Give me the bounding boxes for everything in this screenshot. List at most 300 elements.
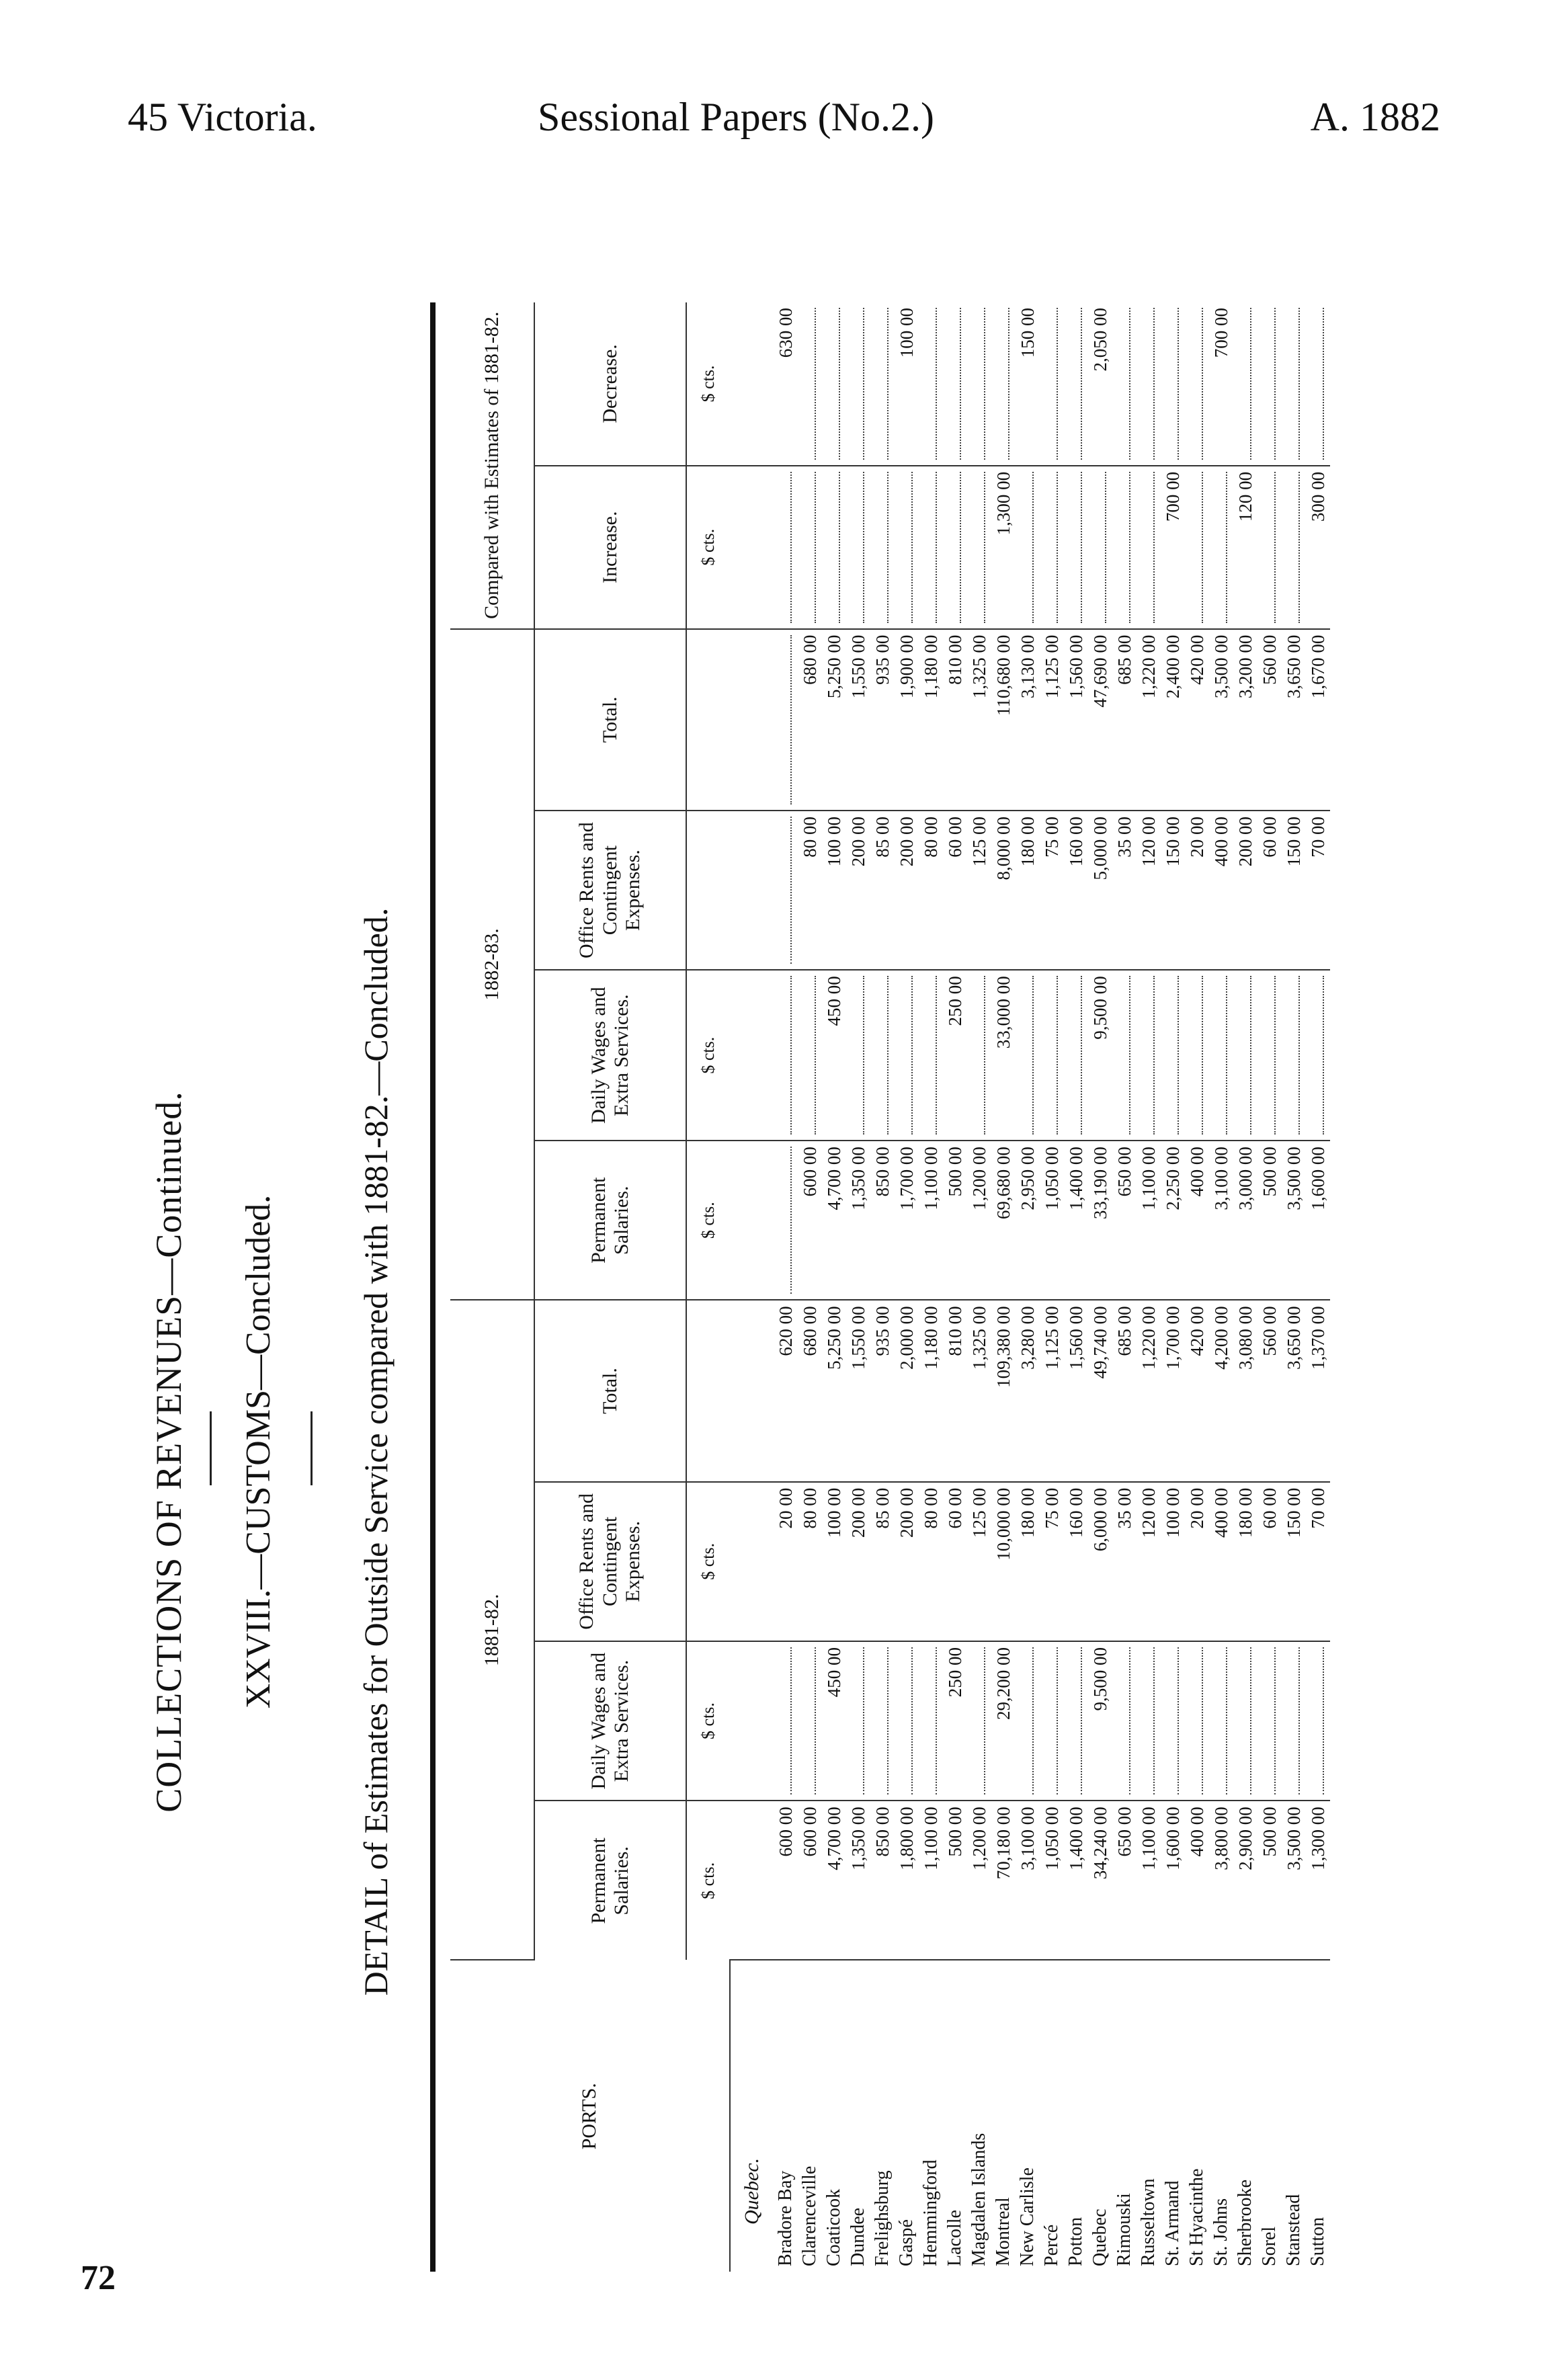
leader-dots [778, 817, 792, 964]
unit-label: $ cts. [686, 1641, 730, 1801]
leader-dots [798, 302, 822, 466]
cell-p81: 3,500 00 [1282, 1801, 1306, 1960]
col-office-81: Office Rents and Contingent Expenses. [534, 1482, 686, 1641]
port-name: Sherbrooke [1235, 2179, 1255, 2266]
leader-dots [1286, 1647, 1300, 1794]
cell-p81: 34,240 00 [1088, 1801, 1112, 1960]
leader-dots [1165, 976, 1179, 1134]
col-increase: Increase. [534, 466, 686, 629]
port-name: Clarenceville [799, 2165, 820, 2266]
cell-o81: 200 00 [895, 1482, 919, 1641]
cell-t81: 685 00 [1112, 1300, 1137, 1481]
cell-t82: 3,650 00 [1282, 629, 1306, 811]
cell-t81: 560 00 [1257, 1300, 1282, 1481]
leader-dots [1262, 472, 1276, 623]
port-name: Hemmingford [920, 2159, 941, 2266]
leader-dots [1165, 308, 1179, 460]
leader-dots [1064, 970, 1088, 1141]
leader-dots [774, 1641, 798, 1801]
leader-dots [967, 1641, 991, 1801]
leader-dots [1257, 466, 1282, 629]
leader-dots [1112, 1641, 1137, 1801]
cell-p82: 2,250 00 [1161, 1141, 1185, 1300]
leader-dots [1165, 1647, 1179, 1794]
cell-t81: 49,740 00 [1088, 1300, 1112, 1481]
table-row [1040, 302, 1064, 2272]
table-row [1016, 302, 1040, 2272]
leader-dots [919, 1641, 943, 1801]
leader-dots [1040, 970, 1064, 1141]
leader-dots [1214, 472, 1227, 623]
leader-dots [1161, 1641, 1185, 1801]
unit-label [686, 811, 730, 970]
col-permanent-81: Permanent Salaries. [534, 1801, 686, 1960]
leader-dots [851, 1647, 864, 1794]
leader-dots [1209, 970, 1233, 1141]
port-name: Lacolle [944, 2210, 965, 2266]
cell-t82: 680 00 [798, 629, 822, 811]
cell-o82: 125 00 [967, 811, 991, 970]
leader-dots [1117, 976, 1130, 1134]
cell-dec: 100 00 [895, 302, 919, 466]
rotated-page-body [134, 262, 1344, 2278]
port-name: Stanstead [1283, 2194, 1304, 2266]
cell-p82: 3,100 00 [1209, 1141, 1233, 1300]
col-daily-82: Daily Wages and Extra Services. [534, 970, 686, 1141]
cell-t82: 1,900 00 [895, 629, 919, 811]
leader-dots [1282, 1641, 1306, 1801]
leader-dots [996, 308, 1009, 460]
cell-p82: 600 00 [798, 1141, 822, 1300]
leader-dots [1262, 976, 1276, 1134]
leader-dots [919, 466, 943, 629]
cell-t81: 1,325 00 [967, 1300, 991, 1481]
cell-p81: 1,600 00 [1161, 1801, 1185, 1960]
leader-dots [1233, 1641, 1257, 1801]
leader-dots [967, 970, 991, 1141]
cell-o81: 200 00 [846, 1482, 870, 1641]
leader-dots [972, 472, 985, 623]
col-total-82: Total. [534, 629, 686, 811]
leader-dots [851, 472, 864, 623]
cell-t82: 47,690 00 [1088, 629, 1112, 811]
leader-dots [1238, 308, 1251, 460]
cell-p81: 70,180 00 [991, 1801, 1016, 1960]
cell-p82: 400 00 [1185, 1141, 1209, 1300]
leader-dots [972, 976, 985, 1134]
cell-t82: 685 00 [1112, 629, 1137, 811]
cell-o82: 75 00 [1040, 811, 1064, 970]
table-row [1088, 302, 1112, 2272]
cell-dec: 150 00 [1016, 302, 1040, 466]
table-row [1257, 302, 1282, 2272]
cell-t82: 2,400 00 [1161, 629, 1185, 811]
leader-dots [1306, 302, 1330, 466]
province-label: Quebec. [741, 2157, 763, 2225]
cell-p81: 600 00 [798, 1801, 822, 1960]
cell-inc: 300 00 [1306, 466, 1330, 629]
leader-dots [1238, 1647, 1251, 1794]
cell-inc: 700 00 [1161, 466, 1185, 629]
leader-dots [948, 472, 961, 623]
leader-dots [1214, 976, 1227, 1134]
group-compared: Compared with Estimates of 1881-82. [450, 302, 534, 629]
cell-p81: 3,800 00 [1209, 1801, 1233, 1960]
leader-dots [1286, 976, 1300, 1134]
page-number: 72 [81, 2259, 116, 2297]
cell-t82: 1,670 00 [1306, 629, 1330, 811]
cell-p81: 1,350 00 [846, 1801, 870, 1960]
cell-p81: 600 00 [774, 1801, 798, 1960]
leader-dots [1185, 1641, 1209, 1801]
port-name: Dundee [848, 2207, 868, 2266]
table-top-rule [430, 302, 436, 2272]
cell-o81: 60 00 [1257, 1482, 1282, 1641]
leader-dots [846, 1641, 870, 1801]
port-name: Frelighsburg [872, 2170, 893, 2266]
cell-o81: 20 00 [1185, 1482, 1209, 1641]
table-row [895, 302, 919, 2272]
cell-d82: 450 00 [822, 970, 846, 1141]
leader-dots [846, 302, 870, 466]
leader-dots [1088, 466, 1112, 629]
table-row [822, 302, 846, 2272]
cell-p82: 1,200 00 [967, 1141, 991, 1300]
cell-dec: 2,050 00 [1088, 302, 1112, 466]
cell-o82: 60 00 [1257, 811, 1282, 970]
leader-dots [802, 976, 816, 1134]
table-row [991, 302, 1016, 2272]
cell-t81: 1,700 00 [1161, 1300, 1185, 1481]
port-name: St. Johns [1210, 2198, 1231, 2266]
leader-dots [1112, 970, 1137, 1141]
leader-dots [798, 970, 822, 1141]
cell-o81: 400 00 [1209, 1482, 1233, 1641]
cell-o81: 150 00 [1282, 1482, 1306, 1641]
leader-dots [923, 308, 937, 460]
cell-p81: 3,100 00 [1016, 1801, 1040, 1960]
leader-dots [1185, 302, 1209, 466]
cell-o82: 70 00 [1306, 811, 1330, 970]
leader-dots [851, 976, 864, 1134]
cell-p81: 1,100 00 [919, 1801, 943, 1960]
cell-o81: 125 00 [967, 1482, 991, 1641]
cell-p82: 500 00 [1257, 1141, 1282, 1300]
leader-dots [1064, 466, 1088, 629]
leader-dots [899, 1647, 913, 1794]
table-row [798, 302, 822, 2272]
leader-dots [923, 472, 937, 623]
leader-dots [1286, 472, 1300, 623]
cell-t82: 1,325 00 [967, 629, 991, 811]
cell-t82: 560 00 [1257, 629, 1282, 811]
cell-o81: 85 00 [870, 1482, 895, 1641]
cell-p82: 1,100 00 [1137, 1141, 1161, 1300]
leader-dots [778, 976, 792, 1134]
leader-dots [899, 472, 913, 623]
cell-p81: 650 00 [1112, 1801, 1137, 1960]
leader-dots [1257, 1641, 1282, 1801]
cell-inc: 1,300 00 [991, 466, 1016, 629]
port-name: Potton [1065, 2217, 1086, 2266]
cell-o82: 120 00 [1137, 811, 1161, 970]
running-header-right: A. 1882 [1310, 95, 1440, 139]
cell-d82: 33,000 00 [991, 970, 1016, 1141]
cell-t81: 3,080 00 [1233, 1300, 1257, 1481]
leader-dots [1020, 472, 1034, 623]
leader-dots [1044, 472, 1058, 623]
cell-t81: 1,220 00 [1137, 1300, 1161, 1481]
cell-o82: 5,000 00 [1088, 811, 1112, 970]
leader-dots [919, 302, 943, 466]
leader-dots [1141, 472, 1155, 623]
leader-dots [972, 1647, 985, 1794]
leader-dots [923, 1647, 937, 1794]
leader-dots [1286, 308, 1300, 460]
cell-p82: 69,680 00 [991, 1141, 1016, 1300]
cell-o82: 35 00 [1112, 811, 1137, 970]
leader-dots [1137, 970, 1161, 1141]
group-1882-83: 1882-83. [450, 629, 534, 1300]
port-name: Sorel [1259, 2226, 1280, 2266]
leader-dots [1311, 1647, 1324, 1794]
port-name: St. Armand [1162, 2180, 1183, 2266]
leader-dots [1112, 466, 1137, 629]
cell-d81: 250 00 [943, 1641, 967, 1801]
leader-dots [778, 472, 792, 623]
leader-dots [778, 635, 792, 804]
leader-dots [774, 970, 798, 1141]
cell-o82: 85 00 [870, 811, 895, 970]
cell-o82: 180 00 [1016, 811, 1040, 970]
cell-o81: 180 00 [1016, 1482, 1040, 1641]
leader-dots [774, 466, 798, 629]
leader-dots [1185, 970, 1209, 1141]
leader-dots [1069, 1647, 1082, 1794]
cell-o81: 120 00 [1137, 1482, 1161, 1641]
leader-dots [1185, 466, 1209, 629]
port-name: New Carlisle [1017, 2167, 1038, 2266]
leader-dots [870, 1641, 895, 1801]
leader-dots [827, 308, 840, 460]
leader-dots [1117, 472, 1130, 623]
leader-dots [1190, 308, 1203, 460]
title-divider [311, 1411, 313, 1485]
cell-o82: 200 00 [895, 811, 919, 970]
running-header-left: 45 Victoria. [128, 95, 317, 139]
cell-t82: 110,680 00 [991, 629, 1016, 811]
leader-dots [1069, 976, 1082, 1134]
leader-dots [827, 472, 840, 623]
unit-label [686, 629, 730, 811]
leader-dots [1093, 472, 1106, 623]
table-row [1185, 302, 1209, 2272]
title-divider [210, 1411, 212, 1485]
port-name: Montreal [993, 2197, 1014, 2266]
cell-t81: 1,180 00 [919, 1300, 943, 1481]
table-row [870, 302, 895, 2272]
cell-t82: 5,250 00 [822, 629, 846, 811]
leader-dots [1137, 1641, 1161, 1801]
table-row [1161, 302, 1185, 2272]
leader-dots [798, 1641, 822, 1801]
leader-dots [822, 302, 846, 466]
leader-dots [923, 976, 937, 1134]
leader-dots [798, 466, 822, 629]
unit-label: $ cts. [686, 970, 730, 1141]
port-name: Percé [1041, 2224, 1062, 2266]
leader-dots [1040, 302, 1064, 466]
leader-dots [1016, 970, 1040, 1141]
leader-dots [1282, 466, 1306, 629]
leader-dots [802, 1647, 816, 1794]
leader-dots [1161, 302, 1185, 466]
cell-p82: 4,700 00 [822, 1141, 846, 1300]
cell-p82: 500 00 [943, 1141, 967, 1300]
group-1881-82: 1881-82. [450, 1300, 534, 1960]
cell-t82: 3,200 00 [1233, 629, 1257, 811]
cell-t82: 810 00 [943, 629, 967, 811]
leader-dots [1262, 308, 1276, 460]
cell-t81: 810 00 [943, 1300, 967, 1481]
leader-dots [1282, 302, 1306, 466]
port-name: Rimouski [1114, 2193, 1134, 2266]
leader-dots [1233, 970, 1257, 1141]
leader-dots [1311, 976, 1324, 1134]
cell-p81: 1,400 00 [1064, 1801, 1088, 1960]
leader-dots [1016, 466, 1040, 629]
unit-label: $ cts. [698, 1862, 718, 1899]
cell-p82: 33,190 00 [1088, 1141, 1112, 1300]
port-name: Russeltown [1138, 2178, 1159, 2266]
leader-dots [774, 1141, 798, 1300]
cell-inc: 120 00 [1233, 466, 1257, 629]
running-header-center: Sessional Papers (No.2.) [538, 95, 934, 139]
cell-p82: 1,050 00 [1040, 1141, 1064, 1300]
cell-o82: 200 00 [1233, 811, 1257, 970]
leader-dots [1112, 302, 1137, 466]
leader-dots [1238, 976, 1251, 1134]
table-row [919, 302, 943, 2272]
cell-p82: 1,400 00 [1064, 1141, 1088, 1300]
leader-dots [1069, 472, 1082, 623]
port-name: Sutton [1307, 2217, 1328, 2266]
leader-dots [1311, 308, 1324, 460]
leader-dots [1069, 308, 1082, 460]
cell-p82: 1,350 00 [846, 1141, 870, 1300]
cell-o82: 150 00 [1161, 811, 1185, 970]
leader-dots [1233, 302, 1257, 466]
leader-dots [1306, 970, 1330, 1141]
col-permanent-82: Permanent Salaries. [534, 1141, 686, 1300]
cell-o82: 160 00 [1064, 811, 1088, 970]
cell-o82: 100 00 [822, 811, 846, 970]
leader-dots [919, 970, 943, 1141]
port-name: Gaspé [896, 2219, 917, 2266]
cell-t81: 1,370 00 [1306, 1300, 1330, 1481]
leader-dots [1190, 1647, 1203, 1794]
cell-p81: 2,900 00 [1233, 1801, 1257, 1960]
port-name: Bradore Bay [775, 2170, 796, 2266]
table-row [943, 302, 967, 2272]
cell-o82: 80 00 [798, 811, 822, 970]
leader-dots [1117, 308, 1130, 460]
leader-dots [875, 1647, 889, 1794]
col-office-82: Office Rents and Contingent Expenses. [534, 811, 686, 970]
leader-dots [967, 302, 991, 466]
port-name: Magdalen Islands [968, 2133, 989, 2266]
cell-o81: 35 00 [1112, 1482, 1137, 1641]
cell-p81: 850 00 [870, 1801, 895, 1960]
leader-dots [1262, 1647, 1276, 1794]
cell-p81: 500 00 [943, 1801, 967, 1960]
col-decrease: Decrease. [534, 302, 686, 466]
leader-dots [1190, 472, 1203, 623]
cell-p82: 1,700 00 [895, 1141, 919, 1300]
cell-p82: 650 00 [1112, 1141, 1137, 1300]
cell-o81: 20 00 [774, 1482, 798, 1641]
cell-t82: 1,180 00 [919, 629, 943, 811]
col-total-81: Total. [534, 1300, 686, 1481]
leader-dots [895, 970, 919, 1141]
leader-dots [1044, 976, 1058, 1134]
port-name: Coaticook [823, 2188, 844, 2266]
leader-dots [991, 302, 1016, 466]
table-row [967, 302, 991, 2272]
cell-t81: 3,650 00 [1282, 1300, 1306, 1481]
leader-dots [778, 1647, 792, 1794]
cell-t82: 1,560 00 [1064, 629, 1088, 811]
cell-o81: 80 00 [919, 1482, 943, 1641]
leader-dots [846, 970, 870, 1141]
unit-label: $ cts. [686, 1482, 730, 1641]
table-row [1209, 302, 1233, 2272]
cell-o81: 100 00 [822, 1482, 846, 1641]
cell-p81: 1,050 00 [1040, 1801, 1064, 1960]
unit-label: $ cts. [686, 302, 730, 466]
table-row [1137, 302, 1161, 2272]
cell-d82: 250 00 [943, 970, 967, 1141]
cell-t81: 680 00 [798, 1300, 822, 1481]
leader-dots [967, 466, 991, 629]
leader-dots [774, 811, 798, 970]
leader-dots [1214, 1647, 1227, 1794]
cell-t82: 3,130 00 [1016, 629, 1040, 811]
cell-o81: 160 00 [1064, 1482, 1088, 1641]
table-row [774, 302, 798, 2272]
cell-dec: 630 00 [774, 302, 798, 466]
table-row [846, 302, 870, 2272]
unit-label: $ cts. [686, 466, 730, 629]
leader-dots [870, 970, 895, 1141]
cell-p81: 1,300 00 [1306, 1801, 1330, 1960]
leader-dots [1020, 1647, 1034, 1794]
cell-o81: 80 00 [798, 1482, 822, 1641]
leader-dots [1064, 1641, 1088, 1801]
leader-dots [774, 629, 798, 811]
leader-dots [846, 466, 870, 629]
cell-t81: 935 00 [870, 1300, 895, 1481]
sub-title: XXVIII.—CUSTOMS—Concluded. [239, 1194, 278, 1709]
cell-o81: 75 00 [1040, 1482, 1064, 1641]
cell-t81: 5,250 00 [822, 1300, 846, 1481]
cell-o82: 80 00 [919, 811, 943, 970]
leader-dots [851, 308, 864, 460]
leader-dots [899, 976, 913, 1134]
leader-dots [1209, 466, 1233, 629]
leader-dots [1190, 976, 1203, 1134]
leader-dots [948, 308, 961, 460]
